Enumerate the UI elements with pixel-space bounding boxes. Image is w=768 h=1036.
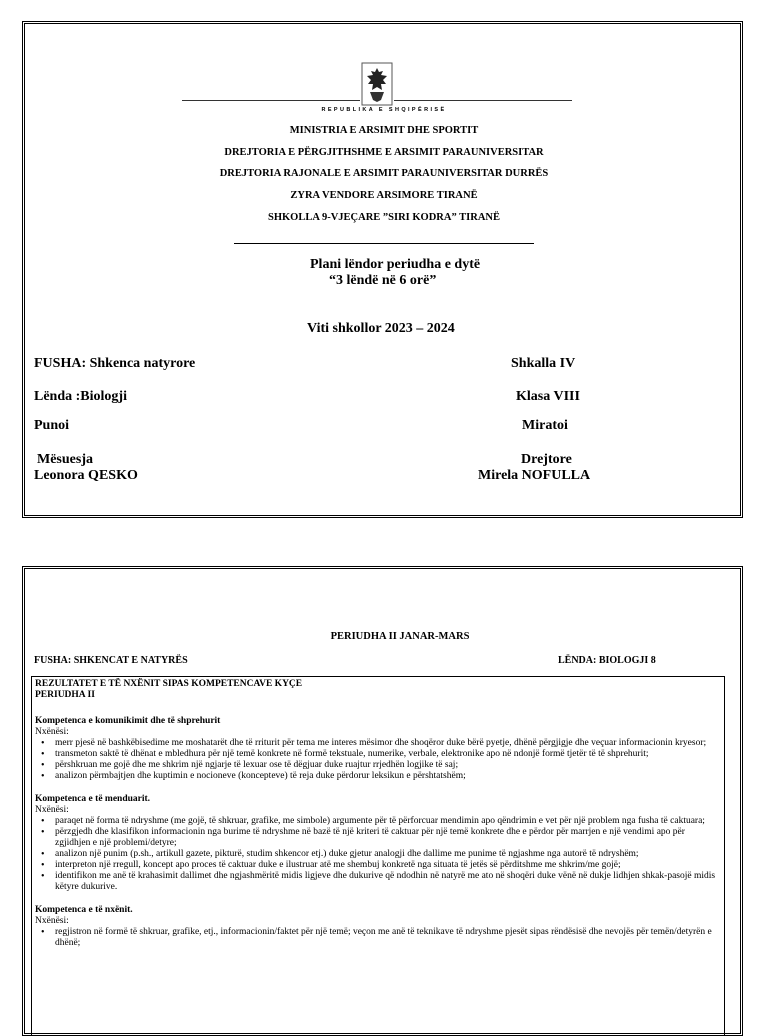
section-intro: Nxënësi: — [35, 805, 69, 815]
list-item: • regjistron në formë të shkruar, grafike, etj., informacionin/faktet për një temë; veçon me anë të teknikave të ndryshme pjesët sipas rëndësisë dhe nevojës për temën/detyrën e dhënë; — [55, 927, 721, 949]
general-directorate-name: DREJTORIA E PËRGJITHSHME E ARSIMIT PARAUNIVERSITAR — [224, 147, 544, 158]
teacher-name: Leonora QESKO — [34, 468, 138, 483]
teacher-role: Mësuesja — [37, 452, 93, 467]
list-item: • përshkruan me gojë dhe me shkrim një ngjarje të lexuar ose të dëgjuar duke ruajtur rrjedhën logjike të saj; — [55, 760, 721, 771]
section-intro: Nxënësi: — [35, 727, 69, 737]
subject-header: LËNDA: BIOLOGJI 8 — [558, 655, 656, 666]
emblem-icon — [361, 62, 393, 106]
plan-subtitle: “3 lëndë në 6 orë” — [329, 273, 437, 288]
competency-list — [35, 927, 721, 949]
competency-list — [35, 816, 721, 893]
director-role: Drejtore — [521, 452, 572, 467]
list-item: • analizon përmbajtjen dhe kuptimin e nocioneve (koncepteve) të reja duke përdorur leksikun e përshtatshëm; — [55, 771, 721, 782]
list-item: • përzgjedh dhe klasifikon informacionin nga burime të ndryshme në bazë të një kriteri të caktuar për një temë konkrete dhe e përdor për marrjen e një vendimi apo për zgjidhjen e një problemi/detyre; — [55, 827, 721, 849]
section-heading: Kompetenca e të menduarit. — [35, 794, 151, 804]
field-label: FUSHA: Shkenca natyrore — [34, 356, 196, 371]
local-office-name: ZYRA VENDORE ARSIMORE TIRANË — [290, 190, 478, 201]
list-item: • transmeton saktë të dhënat e mbledhura për një temë konkrete në formë tekstuale, numerike, verbale, elektronike apo në ndonjë formë tjetër të të shprehurit; — [55, 749, 721, 760]
school-name: SHKOLLA 9-VJEÇARE ”SIRI KODRA” TIRANË — [267, 212, 500, 223]
section-heading: Kompetenca e të nxënit. — [35, 905, 133, 915]
list-item: • analizon një punim (p.sh., artikull gazete, pikturë, studim shkencor etj.) duke gjetur analogji dhe dallime me punime të ngjashme nga autorë të ndryshëm; — [55, 849, 721, 860]
emblem-caption: REPUBLIKA E SHQIPËRISË — [321, 107, 447, 113]
director-name: Mirela NOFULLA — [478, 468, 591, 483]
subject-label: Lënda :Biologji — [34, 389, 127, 404]
field-header: FUSHA: SHKENCAT E NATYRËS — [34, 655, 188, 666]
ministry-name: MINISTRIA E ARSIMIT DHE SPORTIT — [289, 125, 479, 136]
list-item: • merr pjesë në bashkëbisedime me moshatarët dhe të rriturit për tema me interes mësimor dhe shoqëror duke bërë pyetje, dhënë përgjigje dhe veçuar informacionin kryesor; — [55, 738, 721, 749]
competencies-title: REZULTATET E TË NXËNIT SIPAS KOMPETENCAVE KYÇE — [35, 679, 303, 689]
header-rule-left — [182, 100, 360, 101]
prepared-by-label: Punoi — [34, 418, 70, 433]
list-item: • interpreton një rregull, koncept apo proces të caktuar duke e ilustruar atë me shembuj konkretë nga situata të jetës së përditshme me shkrim/me gojë; — [55, 860, 721, 871]
competency-list — [35, 738, 721, 782]
header-rule-right — [394, 100, 572, 101]
approved-by-label: Miratoi — [522, 418, 568, 433]
class-label: Klasa VIII — [516, 389, 580, 404]
regional-directorate-name: DREJTORIA RAJONALE E ARSIMIT PARAUNIVERSITAR DURRËS — [219, 168, 549, 179]
school-divider — [234, 243, 534, 244]
period-title: PERIUDHA II JANAR-MARS — [330, 631, 470, 642]
section-heading: Kompetenca e komunikimit dhe të shprehurit — [35, 716, 221, 726]
plan-title: Plani lëndor periudha e dytë — [310, 257, 481, 272]
competencies-period: PERIUDHA II — [35, 690, 95, 700]
level-label: Shkalla IV — [511, 356, 576, 371]
list-item: • identifikon me anë të krahasimit dallimet dhe ngjashmëritë midis ligjeve dhe dukurive që ndodhin në natyrë me ato në shoqëri duke vënë në dukje lidhjen shkak-pasojë midis këtyre dukurive. — [55, 871, 721, 893]
school-year: Viti shkollor 2023 – 2024 — [307, 321, 455, 336]
list-item: • paraqet në forma të ndryshme (me gojë, të shkruar, grafike, me simbole) argumente për të përforcuar mendimin apo qëndrimin e vet për një problem nga fusha të caktuara; — [55, 816, 721, 827]
section-intro: Nxënësi: — [35, 916, 69, 926]
competencies-box — [31, 676, 725, 1036]
